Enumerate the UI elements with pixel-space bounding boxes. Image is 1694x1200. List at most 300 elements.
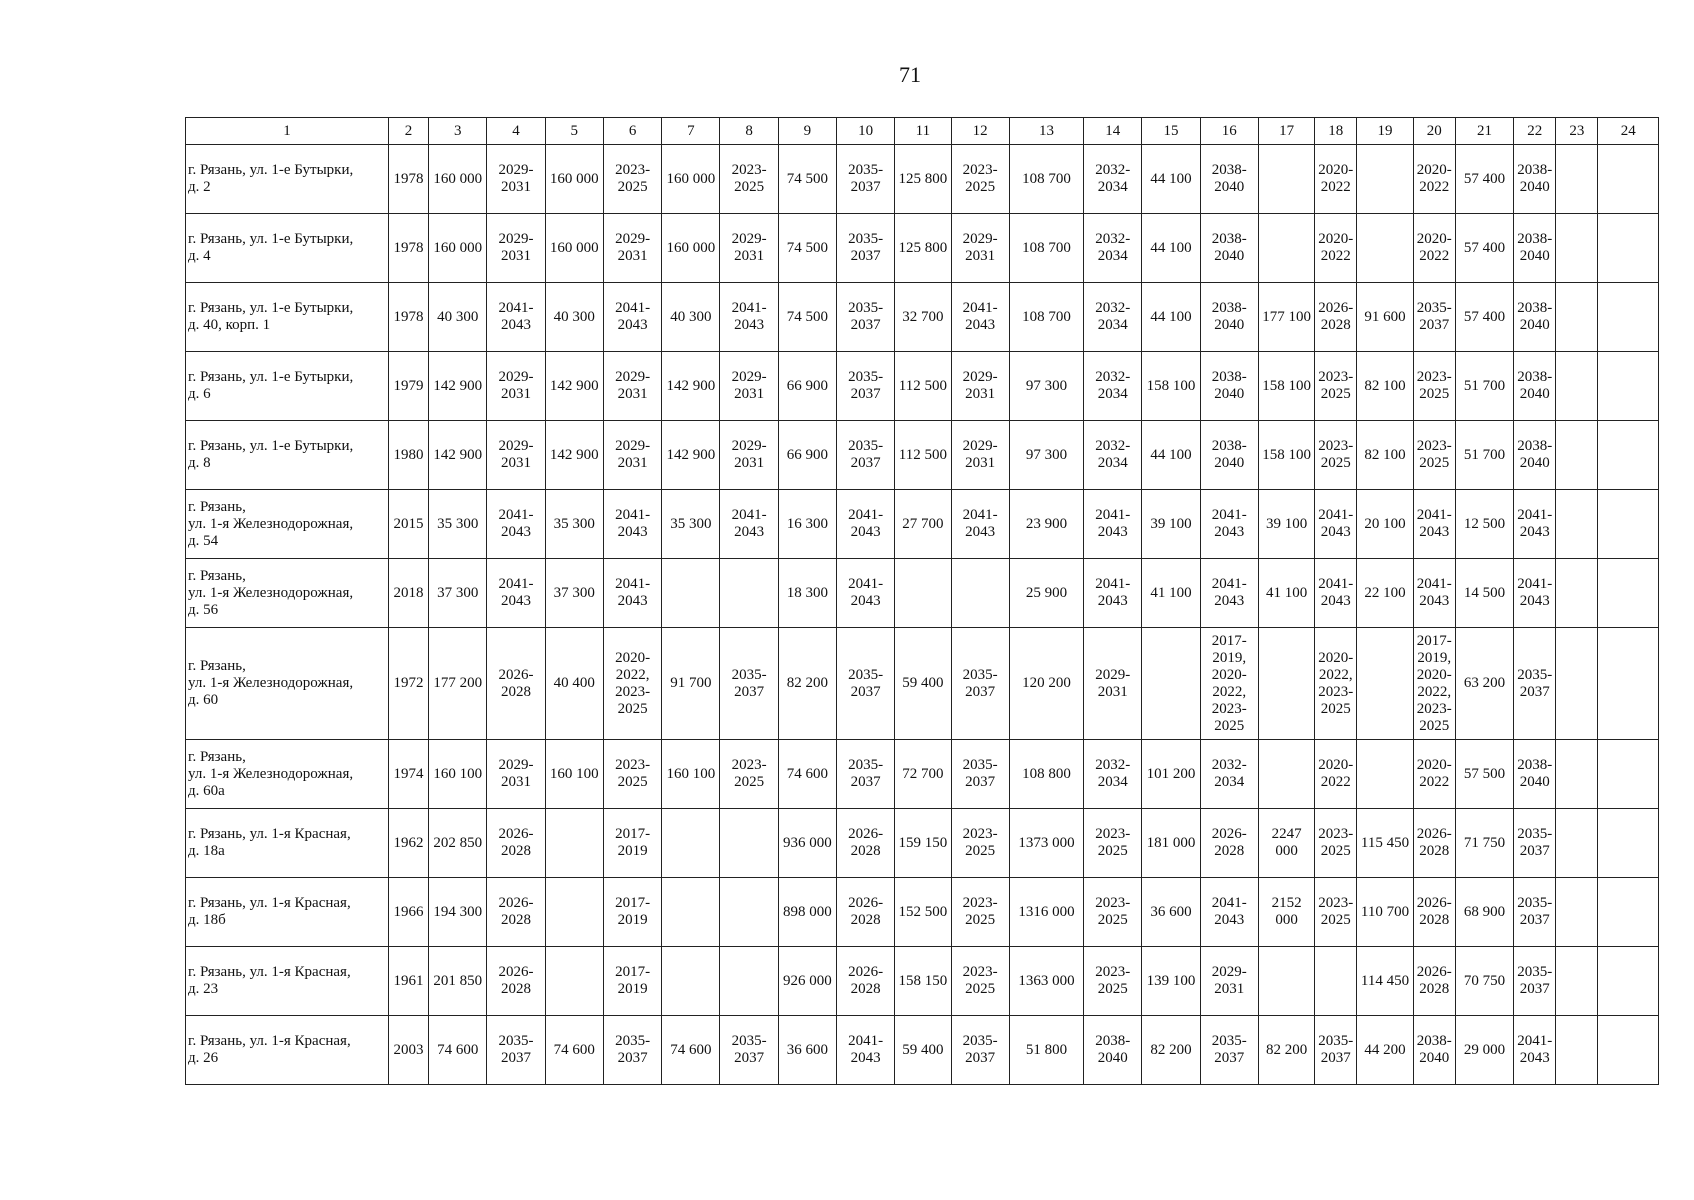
address-cell: г. Рязань, ул. 1-е Бутырки, д. 8 <box>186 421 389 490</box>
table-cell: 108 700 <box>1009 145 1083 214</box>
table-cell <box>1598 352 1659 421</box>
table-cell: 2020- 2022 <box>1315 145 1357 214</box>
table-cell: 2023- 2025 <box>603 145 661 214</box>
table-cell: 1962 <box>388 809 428 878</box>
column-header: 17 <box>1258 118 1314 145</box>
table-cell: 1979 <box>388 352 428 421</box>
table-cell: 152 500 <box>895 878 951 947</box>
table-row <box>186 740 1659 809</box>
table-cell: 2020- 2022 <box>1315 740 1357 809</box>
table-cell: 1961 <box>388 947 428 1016</box>
table-cell: 51 800 <box>1009 1016 1083 1085</box>
table-cell <box>1556 214 1598 283</box>
table-cell: 142 900 <box>545 421 603 490</box>
table-cell: 2023- 2025 <box>1315 878 1357 947</box>
table-cell: 108 700 <box>1009 214 1083 283</box>
table-cell: 177 100 <box>1258 283 1314 352</box>
table-cell: 2041- 2043 <box>1315 559 1357 628</box>
table-cell: 2023- 2025 <box>1413 421 1455 490</box>
table-cell: 160 000 <box>429 145 487 214</box>
table-cell: 2029- 2031 <box>487 421 545 490</box>
table-cell <box>1598 490 1659 559</box>
column-header: 5 <box>545 118 603 145</box>
table-cell <box>1357 628 1413 740</box>
table-cell: 2017- 2019, 2020- 2022, 2023- 2025 <box>1413 628 1455 740</box>
table-row <box>186 352 1659 421</box>
table-cell: 142 900 <box>662 421 720 490</box>
table-row <box>186 421 1659 490</box>
table-cell: 2035- 2037 <box>1514 809 1556 878</box>
table-cell: 2020- 2022 <box>1413 145 1455 214</box>
table-cell: 2041- 2043 <box>487 559 545 628</box>
address-cell: г. Рязань, ул. 1-е Бутырки, д. 6 <box>186 352 389 421</box>
table-cell: 41 100 <box>1142 559 1200 628</box>
table-cell: 2038- 2040 <box>1413 1016 1455 1085</box>
table-cell: 139 100 <box>1142 947 1200 1016</box>
table-cell: 2029- 2031 <box>720 421 778 490</box>
table-cell: 2041- 2043 <box>1514 490 1556 559</box>
table-cell <box>1556 145 1598 214</box>
table-cell: 41 100 <box>1258 559 1314 628</box>
table-cell: 2032- 2034 <box>1084 421 1142 490</box>
table-cell: 14 500 <box>1455 559 1513 628</box>
table-cell: 2041- 2043 <box>1200 490 1258 559</box>
table-cell: 68 900 <box>1455 878 1513 947</box>
table-cell: 142 900 <box>429 421 487 490</box>
table-cell: 2038- 2040 <box>1200 421 1258 490</box>
table-cell: 2032- 2034 <box>1084 214 1142 283</box>
table-cell: 2035- 2037 <box>1514 878 1556 947</box>
table-cell: 160 100 <box>545 740 603 809</box>
table-cell: 44 100 <box>1142 421 1200 490</box>
table-cell: 2041- 2043 <box>837 490 895 559</box>
table-cell <box>1556 559 1598 628</box>
table-cell: 51 700 <box>1455 352 1513 421</box>
table-cell: 40 400 <box>545 628 603 740</box>
table-cell <box>545 809 603 878</box>
table-cell: 202 850 <box>429 809 487 878</box>
column-header: 4 <box>487 118 545 145</box>
column-header: 10 <box>837 118 895 145</box>
table-cell: 70 750 <box>1455 947 1513 1016</box>
table-cell: 1316 000 <box>1009 878 1083 947</box>
table-cell: 160 100 <box>662 740 720 809</box>
table-cell: 2035- 2037 <box>837 740 895 809</box>
table-cell: 2032- 2034 <box>1084 283 1142 352</box>
table-cell: 32 700 <box>895 283 951 352</box>
table-cell: 2029- 2031 <box>487 740 545 809</box>
table-row <box>186 878 1659 947</box>
table-cell: 2041- 2043 <box>1514 1016 1556 1085</box>
table-row <box>186 1016 1659 1085</box>
table-cell: 2026- 2028 <box>1413 878 1455 947</box>
table-cell: 1978 <box>388 283 428 352</box>
table-cell: 2038- 2040 <box>1514 421 1556 490</box>
table-cell: 2041- 2043 <box>1084 490 1142 559</box>
table-cell: 2032- 2034 <box>1200 740 1258 809</box>
table-cell: 2020- 2022, 2023- 2025 <box>1315 628 1357 740</box>
table-cell: 2023- 2025 <box>1084 878 1142 947</box>
table-cell: 160 000 <box>545 214 603 283</box>
table-cell: 1373 000 <box>1009 809 1083 878</box>
address-cell: г. Рязань, ул. 1-я Красная, д. 26 <box>186 1016 389 1085</box>
column-header: 18 <box>1315 118 1357 145</box>
table-cell: 74 600 <box>778 740 836 809</box>
table-cell <box>662 878 720 947</box>
table-cell: 2041- 2043 <box>603 559 661 628</box>
table-cell: 2026- 2028 <box>487 878 545 947</box>
table-cell: 2038- 2040 <box>1514 145 1556 214</box>
table-cell: 159 150 <box>895 809 951 878</box>
table-cell: 2017- 2019 <box>603 878 661 947</box>
table-cell: 2041- 2043 <box>603 490 661 559</box>
table-cell: 2035- 2037 <box>720 1016 778 1085</box>
address-cell: г. Рязань, ул. 1-я Железнодорожная, д. 60 <box>186 628 389 740</box>
table-cell: 158 150 <box>895 947 951 1016</box>
table-cell: 125 800 <box>895 214 951 283</box>
table-cell: 59 400 <box>895 1016 951 1085</box>
column-header: 12 <box>951 118 1009 145</box>
table-cell: 82 200 <box>1142 1016 1200 1085</box>
column-header: 23 <box>1556 118 1598 145</box>
table-cell: 44 200 <box>1357 1016 1413 1085</box>
table-cell: 2032- 2034 <box>1084 352 1142 421</box>
table-cell: 2038- 2040 <box>1200 283 1258 352</box>
table-cell: 2029- 2031 <box>720 352 778 421</box>
table-cell <box>720 809 778 878</box>
column-header: 19 <box>1357 118 1413 145</box>
table-cell: 2029- 2031 <box>720 214 778 283</box>
table-cell: 115 450 <box>1357 809 1413 878</box>
table-cell: 108 800 <box>1009 740 1083 809</box>
table-cell: 181 000 <box>1142 809 1200 878</box>
table-cell: 37 300 <box>429 559 487 628</box>
table-cell: 44 100 <box>1142 214 1200 283</box>
table-cell: 2041- 2043 <box>1200 559 1258 628</box>
table-cell <box>1598 740 1659 809</box>
table-cell: 2017- 2019, 2020- 2022, 2023- 2025 <box>1200 628 1258 740</box>
column-header: 8 <box>720 118 778 145</box>
table-cell: 91 600 <box>1357 283 1413 352</box>
table-cell: 23 900 <box>1009 490 1083 559</box>
table-cell: 36 600 <box>778 1016 836 1085</box>
table-cell <box>1598 421 1659 490</box>
table-cell <box>1556 878 1598 947</box>
table-cell: 22 100 <box>1357 559 1413 628</box>
table-cell: 2023- 2025 <box>1084 947 1142 1016</box>
table-cell: 2041- 2043 <box>837 559 895 628</box>
table-cell: 2035- 2037 <box>837 352 895 421</box>
table-cell <box>1357 145 1413 214</box>
table-cell: 2038- 2040 <box>1200 145 1258 214</box>
column-header: 3 <box>429 118 487 145</box>
table-cell: 108 700 <box>1009 283 1083 352</box>
table-cell <box>662 809 720 878</box>
table-cell: 66 900 <box>778 352 836 421</box>
table-cell: 71 750 <box>1455 809 1513 878</box>
table-cell: 158 100 <box>1258 352 1314 421</box>
table-cell <box>1598 214 1659 283</box>
table-cell: 16 300 <box>778 490 836 559</box>
table-cell: 35 300 <box>545 490 603 559</box>
address-cell: г. Рязань, ул. 1-е Бутырки, д. 40, корп. 1 <box>186 283 389 352</box>
table-cell: 160 000 <box>429 214 487 283</box>
table-cell: 2035- 2037 <box>951 740 1009 809</box>
table-cell: 936 000 <box>778 809 836 878</box>
table-cell: 2026- 2028 <box>487 628 545 740</box>
table-cell: 82 200 <box>778 628 836 740</box>
table-row <box>186 947 1659 1016</box>
table-cell: 2017- 2019 <box>603 809 661 878</box>
table-cell: 2038- 2040 <box>1514 214 1556 283</box>
table-cell <box>1556 352 1598 421</box>
table-cell: 2029- 2031 <box>1200 947 1258 1016</box>
table-cell: 2041- 2043 <box>1200 878 1258 947</box>
table-cell: 110 700 <box>1357 878 1413 947</box>
table-cell: 74 600 <box>545 1016 603 1085</box>
table-cell: 114 450 <box>1357 947 1413 1016</box>
table-cell: 2032- 2034 <box>1084 740 1142 809</box>
table-cell: 2041- 2043 <box>951 490 1009 559</box>
table-cell: 194 300 <box>429 878 487 947</box>
table-cell: 101 200 <box>1142 740 1200 809</box>
table-cell <box>1598 283 1659 352</box>
table-cell <box>1556 283 1598 352</box>
table-cell: 25 900 <box>1009 559 1083 628</box>
table-row <box>186 559 1659 628</box>
table-cell: 66 900 <box>778 421 836 490</box>
table-cell: 40 300 <box>429 283 487 352</box>
table-cell: 39 100 <box>1258 490 1314 559</box>
address-cell: г. Рязань, ул. 1-я Красная, д. 18а <box>186 809 389 878</box>
table-cell: 2029- 2031 <box>487 214 545 283</box>
table-cell: 1978 <box>388 214 428 283</box>
table-cell: 36 600 <box>1142 878 1200 947</box>
table-row <box>186 490 1659 559</box>
table-cell: 2035- 2037 <box>1514 947 1556 1016</box>
table-cell: 57 400 <box>1455 214 1513 283</box>
table-cell <box>720 947 778 1016</box>
table-cell: 2041- 2043 <box>603 283 661 352</box>
address-cell: г. Рязань, ул. 1-е Бутырки, д. 2 <box>186 145 389 214</box>
table-cell: 2035- 2037 <box>837 145 895 214</box>
address-cell: г. Рязань, ул. 1-я Железнодорожная, д. 56 <box>186 559 389 628</box>
table-cell: 2026- 2028 <box>1413 809 1455 878</box>
table-cell: 898 000 <box>778 878 836 947</box>
table-cell <box>1556 490 1598 559</box>
table-cell: 2032- 2034 <box>1084 145 1142 214</box>
table-cell: 2035- 2037 <box>487 1016 545 1085</box>
table-cell: 27 700 <box>895 490 951 559</box>
table-cell: 2023- 2025 <box>1084 809 1142 878</box>
table-cell: 2152 000 <box>1258 878 1314 947</box>
table-cell: 44 100 <box>1142 283 1200 352</box>
table-cell: 72 700 <box>895 740 951 809</box>
table-cell: 2029- 2031 <box>951 421 1009 490</box>
table-cell: 1980 <box>388 421 428 490</box>
table-cell <box>1315 947 1357 1016</box>
table-cell: 2023- 2025 <box>951 878 1009 947</box>
table-cell <box>1556 809 1598 878</box>
address-cell: г. Рязань, ул. 1-я Красная, д. 18б <box>186 878 389 947</box>
table-cell: 142 900 <box>662 352 720 421</box>
address-cell: г. Рязань, ул. 1-я Красная, д. 23 <box>186 947 389 1016</box>
table-cell: 2029- 2031 <box>487 352 545 421</box>
table-cell: 2035- 2037 <box>720 628 778 740</box>
table-cell <box>895 559 951 628</box>
table-cell: 2020- 2022 <box>1413 740 1455 809</box>
table-cell: 2026- 2028 <box>1315 283 1357 352</box>
table-cell <box>1258 628 1314 740</box>
table-cell: 2041- 2043 <box>1315 490 1357 559</box>
table-cell: 2035- 2037 <box>1514 628 1556 740</box>
column-header: 7 <box>662 118 720 145</box>
table-cell <box>1598 809 1659 878</box>
table-cell: 2029- 2031 <box>951 214 1009 283</box>
table-cell: 1972 <box>388 628 428 740</box>
table-cell: 160 100 <box>429 740 487 809</box>
address-cell: г. Рязань, ул. 1-е Бутырки, д. 4 <box>186 214 389 283</box>
table-cell <box>1357 740 1413 809</box>
table-cell: 2029- 2031 <box>1084 628 1142 740</box>
table-cell: 2026- 2028 <box>837 878 895 947</box>
table-cell: 18 300 <box>778 559 836 628</box>
table-cell: 125 800 <box>895 145 951 214</box>
table-cell: 2041- 2043 <box>720 283 778 352</box>
table-cell: 2020- 2022, 2023- 2025 <box>603 628 661 740</box>
table-cell: 160 000 <box>662 145 720 214</box>
table-cell <box>1598 1016 1659 1085</box>
table-cell: 2038- 2040 <box>1514 283 1556 352</box>
table-cell: 74 600 <box>429 1016 487 1085</box>
table-row <box>186 809 1659 878</box>
table-cell: 2041- 2043 <box>487 490 545 559</box>
table-cell <box>1556 947 1598 1016</box>
table-cell <box>1258 145 1314 214</box>
address-cell: г. Рязань, ул. 1-я Железнодорожная, д. 60а <box>186 740 389 809</box>
table-cell: 2026- 2028 <box>1413 947 1455 1016</box>
table-cell: 2035- 2037 <box>951 628 1009 740</box>
table-cell: 97 300 <box>1009 421 1083 490</box>
data-table <box>185 117 1659 1085</box>
table-cell: 2018 <box>388 559 428 628</box>
table-cell: 158 100 <box>1258 421 1314 490</box>
table-cell: 40 300 <box>545 283 603 352</box>
table-cell: 2041- 2043 <box>720 490 778 559</box>
table-cell: 2026- 2028 <box>1200 809 1258 878</box>
table-cell: 142 900 <box>429 352 487 421</box>
table-cell: 74 600 <box>662 1016 720 1085</box>
column-header: 20 <box>1413 118 1455 145</box>
table-cell: 2041- 2043 <box>1514 559 1556 628</box>
table-cell: 59 400 <box>895 628 951 740</box>
column-header: 11 <box>895 118 951 145</box>
table-cell <box>1556 628 1598 740</box>
table-cell <box>1258 740 1314 809</box>
table-cell: 2041- 2043 <box>487 283 545 352</box>
table-cell: 74 500 <box>778 214 836 283</box>
table-cell: 63 200 <box>1455 628 1513 740</box>
table-cell <box>1598 145 1659 214</box>
table-cell: 40 300 <box>662 283 720 352</box>
table-cell: 35 300 <box>662 490 720 559</box>
table-cell: 2023- 2025 <box>720 740 778 809</box>
column-header: 2 <box>388 118 428 145</box>
table-cell <box>662 559 720 628</box>
column-header: 14 <box>1084 118 1142 145</box>
table-cell: 112 500 <box>895 421 951 490</box>
table-cell: 2041- 2043 <box>1413 490 1455 559</box>
column-header: 22 <box>1514 118 1556 145</box>
table-cell: 926 000 <box>778 947 836 1016</box>
table-cell <box>1556 1016 1598 1085</box>
table-cell: 160 000 <box>662 214 720 283</box>
table-cell: 39 100 <box>1142 490 1200 559</box>
table-cell: 2035- 2037 <box>1413 283 1455 352</box>
table-row <box>186 145 1659 214</box>
table-cell: 2035- 2037 <box>837 283 895 352</box>
table-cell: 2035- 2037 <box>837 421 895 490</box>
table-cell <box>1258 214 1314 283</box>
table-cell: 1363 000 <box>1009 947 1083 1016</box>
table-row <box>186 214 1659 283</box>
table-cell: 2026- 2028 <box>487 947 545 1016</box>
table-cell <box>720 878 778 947</box>
table-cell: 12 500 <box>1455 490 1513 559</box>
table-cell: 2023- 2025 <box>1315 352 1357 421</box>
table-cell: 2023- 2025 <box>1315 421 1357 490</box>
table-row <box>186 628 1659 740</box>
table-cell: 2041- 2043 <box>951 283 1009 352</box>
table-cell <box>1598 559 1659 628</box>
table-cell: 2020- 2022 <box>1315 214 1357 283</box>
table-cell: 2015 <box>388 490 428 559</box>
table-cell: 2003 <box>388 1016 428 1085</box>
table-cell: 82 100 <box>1357 352 1413 421</box>
table-cell: 57 400 <box>1455 145 1513 214</box>
table-cell: 2247 000 <box>1258 809 1314 878</box>
column-header: 15 <box>1142 118 1200 145</box>
table-cell: 2029- 2031 <box>951 352 1009 421</box>
table-cell: 57 500 <box>1455 740 1513 809</box>
table-cell: 1974 <box>388 740 428 809</box>
table-cell: 2038- 2040 <box>1514 352 1556 421</box>
table-cell: 1966 <box>388 878 428 947</box>
table-cell: 20 100 <box>1357 490 1413 559</box>
table-cell: 2035- 2037 <box>1315 1016 1357 1085</box>
table-cell: 2038- 2040 <box>1514 740 1556 809</box>
table-cell: 2035- 2037 <box>951 1016 1009 1085</box>
table-cell: 51 700 <box>1455 421 1513 490</box>
table-cell: 2020- 2022 <box>1413 214 1455 283</box>
page-number: 71 <box>899 62 921 87</box>
table-cell: 2026- 2028 <box>837 809 895 878</box>
table-cell: 2029- 2031 <box>603 352 661 421</box>
table-cell: 142 900 <box>545 352 603 421</box>
table-cell <box>545 878 603 947</box>
table-cell: 91 700 <box>662 628 720 740</box>
column-header: 21 <box>1455 118 1513 145</box>
table-cell: 2017- 2019 <box>603 947 661 1016</box>
table-cell: 2041- 2043 <box>1413 559 1455 628</box>
table-cell: 2023- 2025 <box>951 947 1009 1016</box>
table-cell: 177 200 <box>429 628 487 740</box>
table-cell <box>951 559 1009 628</box>
table-cell: 2035- 2037 <box>1200 1016 1258 1085</box>
table-cell: 2023- 2025 <box>720 145 778 214</box>
table-cell: 74 500 <box>778 283 836 352</box>
column-header: 9 <box>778 118 836 145</box>
